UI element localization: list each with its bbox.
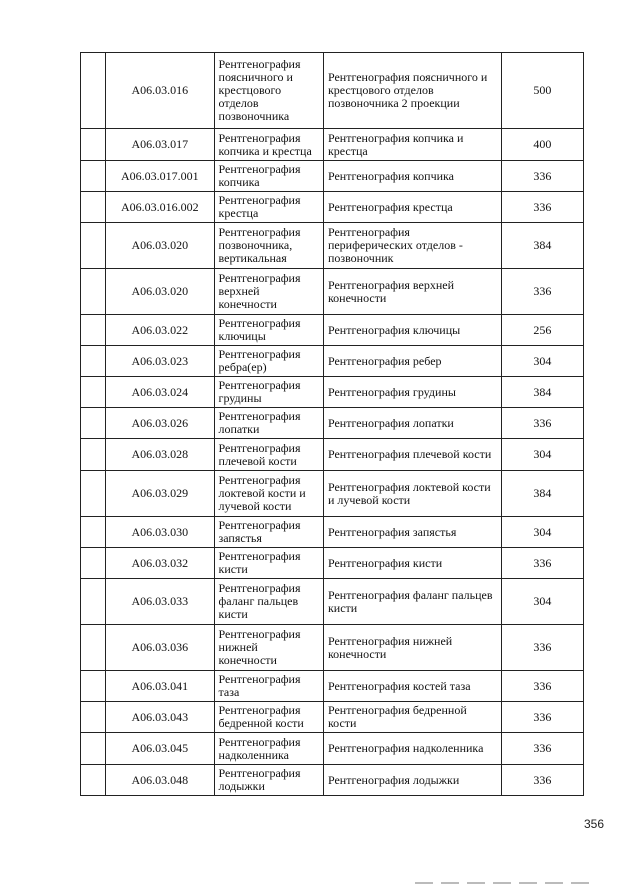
service-name: Рентгенография ребра(ер) (214, 346, 323, 377)
service-name: Рентгенография надколенника (214, 733, 323, 765)
service-name: Рентгенография ключицы (214, 315, 323, 346)
service-price: 336 (501, 625, 583, 671)
service-name: Рентгенография нижней конечности (214, 625, 323, 671)
row-marker-cell (81, 439, 106, 471)
service-name: Рентгенография лопатки (214, 408, 323, 439)
service-description: Рентгенография ребер (323, 346, 501, 377)
service-description: Рентгенография верхней конечности (323, 269, 501, 315)
service-code: A06.03.016.002 (106, 192, 214, 223)
service-code: A06.03.048 (106, 765, 214, 796)
table-row (81, 129, 584, 161)
service-name: Рентгенография запястья (214, 517, 323, 548)
row-marker-cell (81, 765, 106, 796)
table-row (81, 346, 584, 377)
price-table-body (81, 53, 584, 796)
row-marker-cell (81, 377, 106, 408)
service-code: A06.03.029 (106, 471, 214, 517)
service-price: 336 (501, 548, 583, 579)
service-name: Рентгенография позвоночника, вертикальная (214, 223, 323, 269)
row-marker-cell (81, 192, 106, 223)
service-name: Рентгенография копчика (214, 161, 323, 192)
scan-edge-marks (415, 882, 595, 884)
service-description: Рентгенография бедренной кости (323, 702, 501, 733)
service-price: 304 (501, 517, 583, 548)
row-marker-cell (81, 161, 106, 192)
service-code: A06.03.041 (106, 671, 214, 702)
service-description: Рентгенография фаланг пальцев кисти (323, 579, 501, 625)
row-marker-cell (81, 315, 106, 346)
service-description: Рентгенография плечевой кости (323, 439, 501, 471)
service-name: Рентгенография бедренной кости (214, 702, 323, 733)
service-code: A06.03.017.001 (106, 161, 214, 192)
service-description: Рентгенография поясничного и крестцового отделов позвоночника 2 проекции (323, 53, 501, 129)
table-row (81, 315, 584, 346)
service-code: A06.03.032 (106, 548, 214, 579)
service-name: Рентгенография поясничного и крестцового отделов позвоночника (214, 53, 323, 129)
table-row (81, 269, 584, 315)
table-row (81, 439, 584, 471)
service-price: 336 (501, 702, 583, 733)
service-name: Рентгенография верхней конечности (214, 269, 323, 315)
service-description: Рентгенография запястья (323, 517, 501, 548)
row-marker-cell (81, 548, 106, 579)
row-marker-cell (81, 517, 106, 548)
service-price: 304 (501, 579, 583, 625)
table-row (81, 548, 584, 579)
service-price: 384 (501, 377, 583, 408)
service-code: A06.03.017 (106, 129, 214, 161)
service-code: A06.03.045 (106, 733, 214, 765)
table-row (81, 625, 584, 671)
row-marker-cell (81, 471, 106, 517)
row-marker-cell (81, 671, 106, 702)
service-price: 336 (501, 765, 583, 796)
service-price: 384 (501, 223, 583, 269)
table-row (81, 733, 584, 765)
service-description: Рентгенография периферических отделов - позвоночник (323, 223, 501, 269)
table-row (81, 517, 584, 548)
service-price: 256 (501, 315, 583, 346)
service-name: Рентгенография лодыжки (214, 765, 323, 796)
service-code: A06.03.028 (106, 439, 214, 471)
service-name: Рентгенография плечевой кости (214, 439, 323, 471)
table-row (81, 702, 584, 733)
table-row (81, 671, 584, 702)
service-code: A06.03.030 (106, 517, 214, 548)
service-code: A06.03.036 (106, 625, 214, 671)
service-description: Рентгенография локтевой кости и лучевой кости (323, 471, 501, 517)
service-price: 336 (501, 161, 583, 192)
service-price: 336 (501, 192, 583, 223)
service-price: 400 (501, 129, 583, 161)
service-price: 336 (501, 269, 583, 315)
service-name: Рентгенография кисти (214, 548, 323, 579)
row-marker-cell (81, 129, 106, 161)
service-code: A06.03.023 (106, 346, 214, 377)
service-code: A06.03.020 (106, 269, 214, 315)
row-marker-cell (81, 733, 106, 765)
service-code: A06.03.026 (106, 408, 214, 439)
service-name: Рентгенография крестца (214, 192, 323, 223)
service-code: A06.03.022 (106, 315, 214, 346)
service-description: Рентгенография копчика (323, 161, 501, 192)
table-row (81, 161, 584, 192)
service-name: Рентгенография таза (214, 671, 323, 702)
row-marker-cell (81, 223, 106, 269)
table-row (81, 53, 584, 129)
service-price: 336 (501, 733, 583, 765)
row-marker-cell (81, 702, 106, 733)
service-description: Рентгенография лодыжки (323, 765, 501, 796)
service-price: 304 (501, 439, 583, 471)
page-number: 356 (583, 817, 604, 831)
table-row (81, 223, 584, 269)
service-code: A06.03.043 (106, 702, 214, 733)
service-price: 304 (501, 346, 583, 377)
row-marker-cell (81, 579, 106, 625)
service-description: Рентгенография ключицы (323, 315, 501, 346)
table-row (81, 471, 584, 517)
row-marker-cell (81, 346, 106, 377)
service-price: 384 (501, 471, 583, 517)
service-price: 500 (501, 53, 583, 129)
row-marker-cell (81, 408, 106, 439)
service-price: 336 (501, 671, 583, 702)
service-code: A06.03.020 (106, 223, 214, 269)
service-description: Рентгенография крестца (323, 192, 501, 223)
service-description: Рентгенография копчика и крестца (323, 129, 501, 161)
service-description: Рентгенография надколенника (323, 733, 501, 765)
service-description: Рентгенография кисти (323, 548, 501, 579)
service-description: Рентгенография грудины (323, 377, 501, 408)
service-price: 336 (501, 408, 583, 439)
service-description: Рентгенография нижней конечности (323, 625, 501, 671)
table-row (81, 408, 584, 439)
table-row (81, 579, 584, 625)
row-marker-cell (81, 625, 106, 671)
service-description: Рентгенография костей таза (323, 671, 501, 702)
price-table (80, 52, 584, 796)
service-name: Рентгенография локтевой кости и лучевой кости (214, 471, 323, 517)
service-description: Рентгенография лопатки (323, 408, 501, 439)
service-code: A06.03.016 (106, 53, 214, 129)
service-name: Рентгенография грудины (214, 377, 323, 408)
table-row (81, 377, 584, 408)
table-row (81, 765, 584, 796)
row-marker-cell (81, 53, 106, 129)
service-code: A06.03.024 (106, 377, 214, 408)
service-name: Рентгенография фаланг пальцев кисти (214, 579, 323, 625)
table-row (81, 192, 584, 223)
service-code: A06.03.033 (106, 579, 214, 625)
service-name: Рентгенография копчика и крестца (214, 129, 323, 161)
row-marker-cell (81, 269, 106, 315)
